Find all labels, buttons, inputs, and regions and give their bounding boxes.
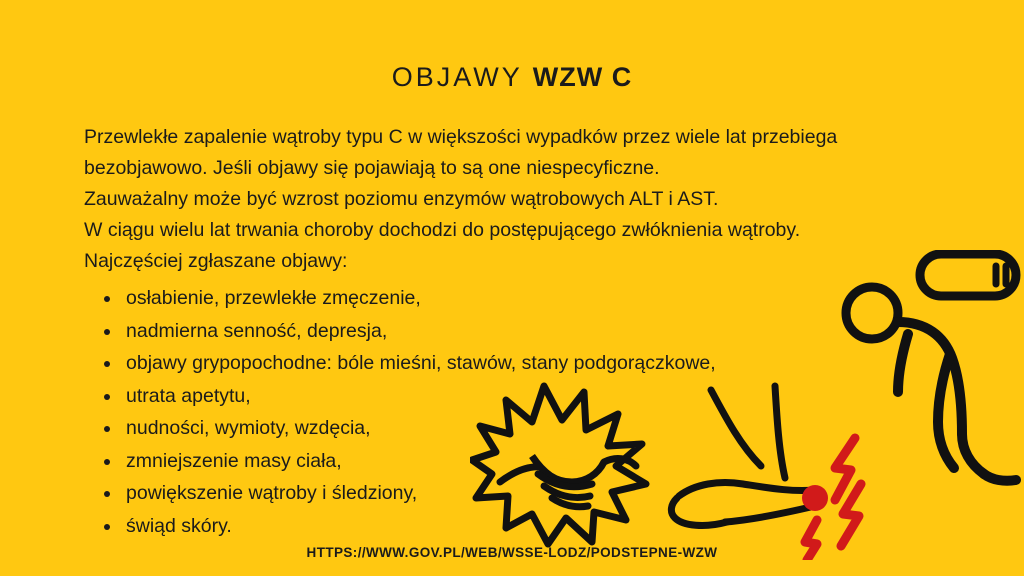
paragraph-line: Przewlekłe zapalenie wątroby typu C w większości wypadków przez wiele lat przebiega bezobjawowo. Jeśli objawy się pojawiają to są one niespecyficzne. xyxy=(84,126,838,179)
arm-pain-icon xyxy=(665,380,895,560)
list-item: osłabienie, przewlekłe zmęczenie, xyxy=(96,282,856,315)
list-item: zmniejszenie masy ciała, xyxy=(96,445,856,478)
title-highlight: WZW C xyxy=(532,62,633,92)
page-title xyxy=(0,62,1024,93)
paragraph-line: Najczęściej zgłaszane objawy: xyxy=(84,250,348,272)
list-item: objawy grypopochodne: bóle mieśni, stawów, stany podgorączkowe, xyxy=(96,347,856,380)
paragraph-line: W ciągu wielu lat trwania choroby dochodzi do postępującego zwłóknienia wątroby. xyxy=(84,219,801,241)
list-item: świąd skóry. xyxy=(96,510,856,543)
intro-paragraph xyxy=(84,122,954,277)
list-item: utrata apetytu, xyxy=(96,380,856,413)
paragraph-line: Zauważalny może być wzrost poziomu enzymów wątrobowych ALT i AST. xyxy=(84,188,719,210)
source-url: HTTPS://WWW.GOV.PL/WEB/WSSE-LODZ/PODSTEPNE-WZW xyxy=(306,545,718,560)
list-item: nadmierna senność, depresja, xyxy=(96,315,856,348)
title-prefix: OBJAWY xyxy=(391,62,533,92)
list-item: nudności, wymioty, wzdęcia, xyxy=(96,412,856,445)
list-item: powiększenie wątroby i śledziony, xyxy=(96,477,856,510)
stomach-pain-icon xyxy=(470,378,660,548)
